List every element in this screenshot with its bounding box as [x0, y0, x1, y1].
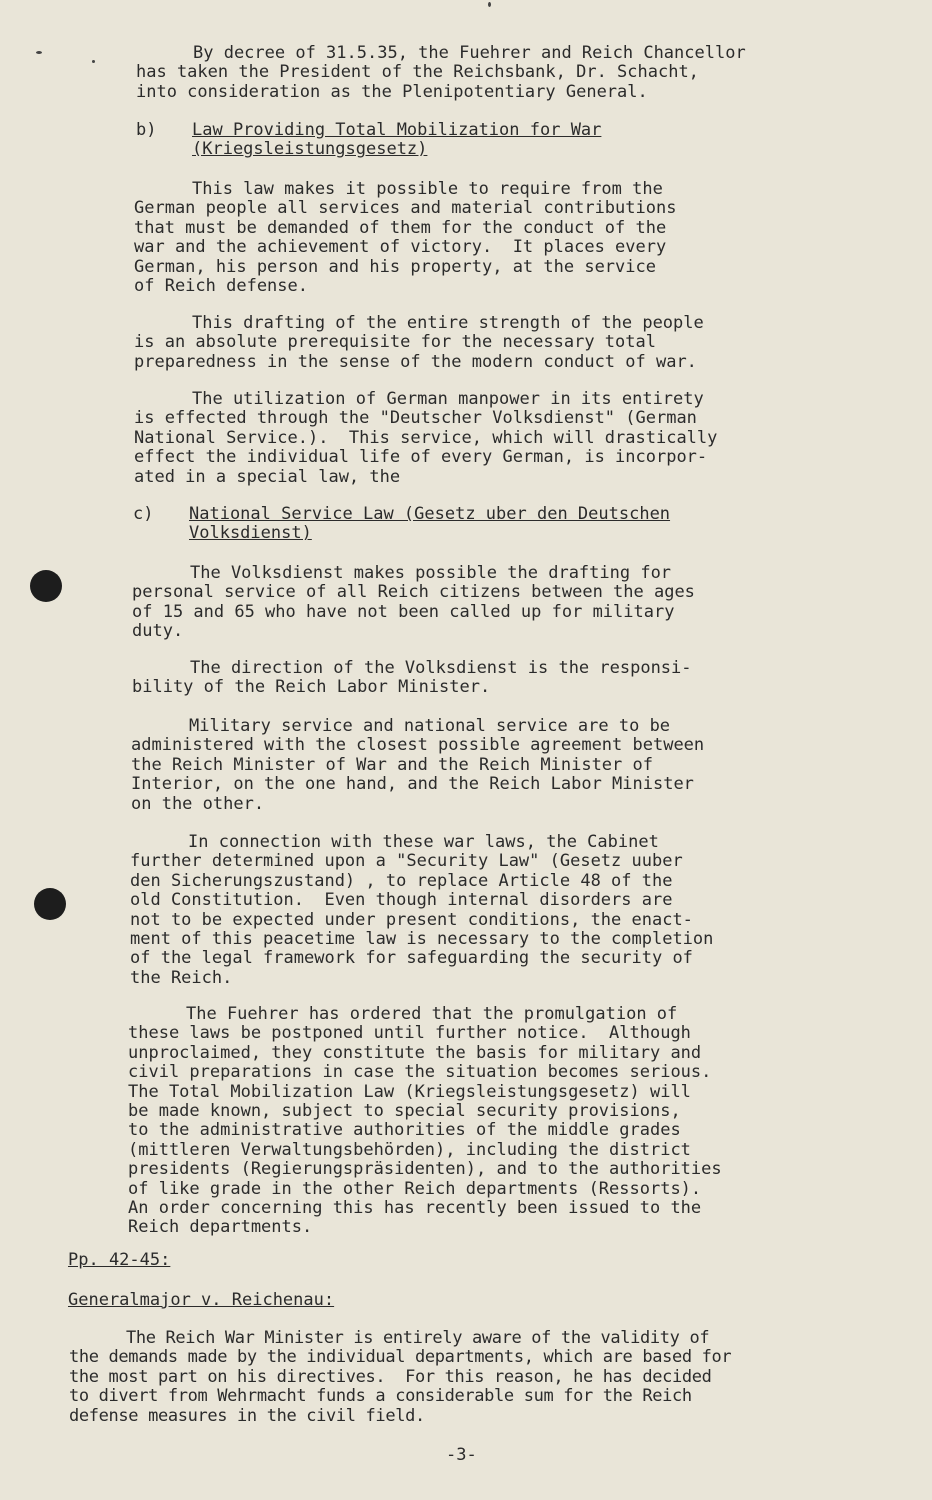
- text-line: of 15 and 65 who have not been called up for military: [132, 601, 675, 622]
- punch-hole-bottom: [34, 888, 66, 920]
- text-line: the Reich.: [130, 967, 233, 988]
- text-line: ment of this peacetime law is necessary to the completion: [130, 929, 714, 950]
- text-line: The Reich War Minister is entirely aware of the validity of: [126, 1328, 710, 1348]
- text-line: to divert from Wehrmacht funds a considerable sum for the Reich: [69, 1386, 692, 1407]
- text-line: of the legal framework for safeguarding the security of: [130, 948, 693, 969]
- paragraph-drafting: [134, 314, 704, 372]
- section-title-line: National Service Law (Gesetz uber den Deutschen: [189, 504, 671, 524]
- text-line: German people all services and material contributions: [134, 198, 677, 219]
- paper-speck: [36, 51, 42, 54]
- text-line: bility of the Reich Labor Minister.: [132, 677, 491, 698]
- section-title-line: (Kriegsleistungsgesetz): [192, 139, 428, 160]
- section-c-heading: [133, 505, 153, 524]
- text-line: on the other.: [131, 793, 265, 814]
- text-line: further determined upon a "Security Law" (Gesetz uuber: [130, 851, 683, 872]
- text-line: personal service of all Reich citizens between the ages: [132, 582, 695, 603]
- text-line: Reich departments.: [128, 1217, 313, 1238]
- text-line: the demands made by the individual departments, which are based for: [69, 1347, 732, 1368]
- text-line: that must be demanded of them for the conduct of the: [134, 217, 667, 238]
- text-line: effect the individual life of every German, is incorpor-: [134, 447, 708, 468]
- paragraph-volksdienst: [132, 564, 695, 642]
- text-line: An order concerning this has recently been issued to the: [128, 1198, 702, 1219]
- speaker-name: Generalmajor v. Reichenau:: [68, 1290, 335, 1310]
- page-reference-heading: [68, 1251, 170, 1270]
- page-reference: Pp. 42-45:: [68, 1250, 171, 1270]
- text-line: these laws be postponed until further notice. Although: [128, 1023, 691, 1044]
- text-line: This drafting of the entire strength of the people: [192, 313, 704, 333]
- text-line: duty.: [132, 621, 184, 642]
- paragraph-reichenau: [69, 1329, 731, 1426]
- text-line: In connection with these war laws, the Cabinet: [188, 832, 659, 852]
- text-line: of like grade in the other Reich departments (Ressorts).: [128, 1178, 702, 1199]
- text-line: preparedness in the sense of the modern conduct of war.: [134, 351, 697, 372]
- section-c-title: [189, 505, 670, 544]
- text-line: into consideration as the Plenipotentiary General.: [136, 81, 648, 102]
- text-line: to the administrative authorities of the middle grades: [128, 1120, 681, 1141]
- text-line: war and the achievement of victory. It places every: [134, 237, 667, 258]
- text-line: (mittleren Verwaltungsbehörden), including the district: [128, 1139, 691, 1160]
- text-line: National Service.). This service, which will drastically: [134, 427, 718, 448]
- text-line: presidents (Regierungspräsidenten), and to the authorities: [128, 1159, 722, 1180]
- text-line: is an absolute prerequisite for the necessary total: [134, 332, 656, 353]
- paragraph-law: [134, 180, 676, 296]
- paper-speck: [92, 60, 95, 63]
- section-marker: c): [133, 504, 154, 524]
- text-line: is effected through the "Deutscher Volksdienst" (German: [134, 408, 697, 429]
- paper-speck: [488, 2, 491, 7]
- text-line: of Reich defense.: [134, 276, 308, 297]
- text-line: German, his person and his property, at the service: [134, 256, 656, 277]
- text-line: be made known, subject to special security provisions,: [128, 1101, 681, 1122]
- text-line: old Constitution. Even though internal disorders are: [130, 890, 673, 911]
- paragraph-utilization: [134, 390, 717, 487]
- paragraph-connection: [130, 833, 713, 988]
- text-line: defense measures in the civil field.: [69, 1405, 425, 1426]
- text-line: civil preparations in case the situation becomes serious.: [128, 1062, 712, 1083]
- section-b-heading: [136, 121, 156, 140]
- punch-hole-top: [30, 570, 62, 602]
- text-line: administered with the closest possible agreement between: [131, 735, 705, 756]
- section-title-line: Volksdienst): [189, 523, 312, 544]
- text-line: den Sicherungszustand) , to replace Article 48 of the: [130, 870, 673, 891]
- text-line: By decree of 31.5.35, the Fuehrer and Reich Chancellor: [193, 43, 746, 63]
- text-line: ated in a special law, the: [134, 466, 401, 487]
- text-line: the most part on his directives. For this reason, he has decided: [69, 1366, 712, 1387]
- text-line: unproclaimed, they constitute the basis for military and: [128, 1042, 702, 1063]
- paragraph-fuehrer-order: [128, 1005, 722, 1238]
- text-line: Military service and national service are to be: [189, 716, 671, 736]
- page-number: [446, 1446, 477, 1465]
- paragraph-direction: [132, 659, 692, 698]
- paragraph-decree: [136, 44, 746, 102]
- text-line: The Volksdienst makes possible the drafting for: [190, 563, 672, 583]
- text-line: the Reich Minister of War and the Reich Minister of: [131, 754, 653, 775]
- text-line: has taken the President of the Reichsbank, Dr. Schacht,: [136, 62, 699, 83]
- page-number-text: -3-: [446, 1445, 477, 1465]
- text-line: The utilization of German manpower in its entirety: [192, 389, 704, 409]
- text-line: The Fuehrer has ordered that the promulgation of: [186, 1004, 678, 1024]
- text-line: not to be expected under present conditions, the enact-: [130, 909, 693, 930]
- text-line: This law makes it possible to require from the: [192, 179, 663, 199]
- text-line: Interior, on the one hand, and the Reich Labor Minister: [131, 774, 694, 795]
- text-line: The Total Mobilization Law (Kriegsleistungsgesetz) will: [128, 1081, 691, 1102]
- paragraph-military: [131, 717, 704, 814]
- section-title-line: Law Providing Total Mobilization for War: [192, 120, 602, 140]
- section-marker: b): [136, 120, 157, 140]
- text-line: The direction of the Volksdienst is the responsi-: [190, 658, 692, 678]
- section-b-title: [192, 121, 601, 160]
- speaker-heading: [68, 1291, 334, 1310]
